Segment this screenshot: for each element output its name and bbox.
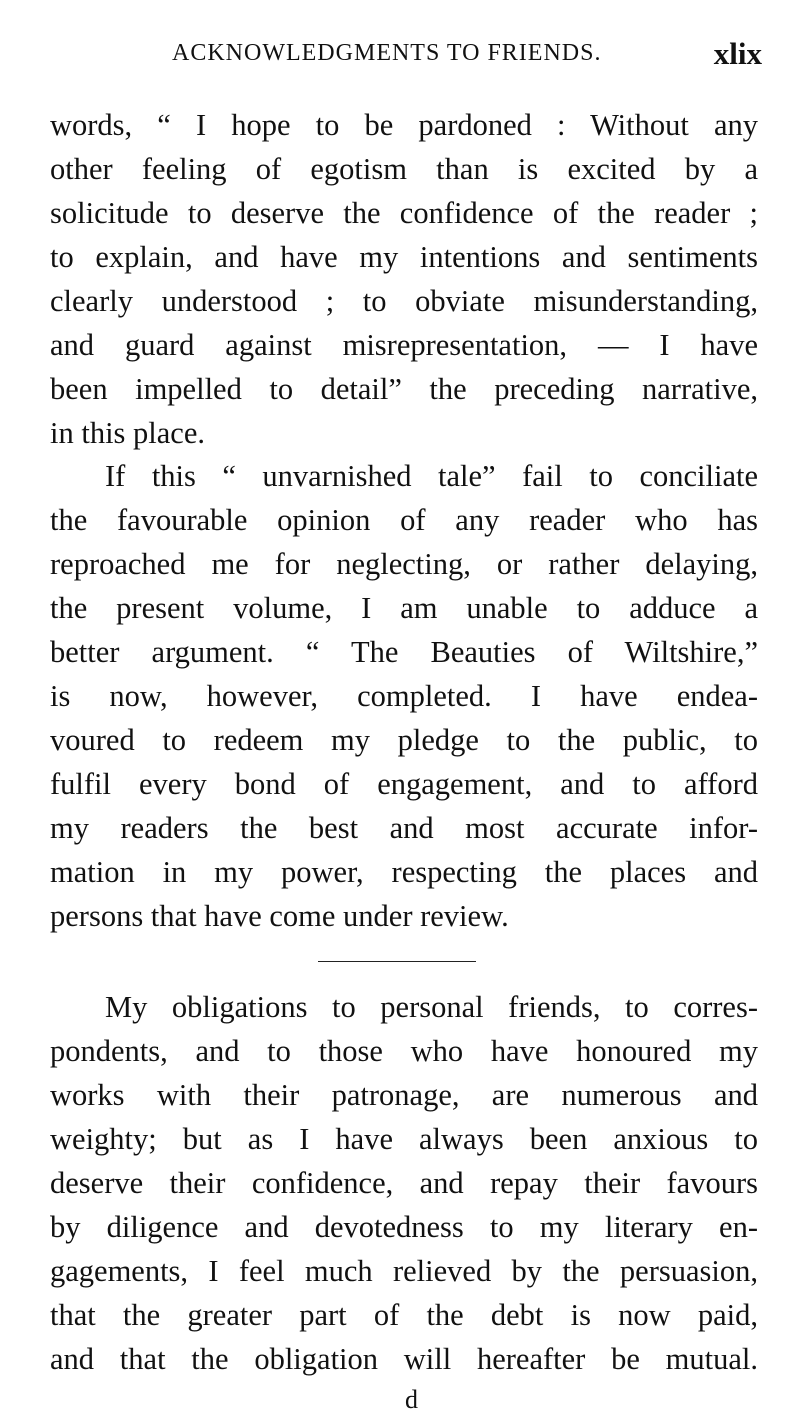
paragraph-line: gagements, I feel much relieved by the persuasion, — [50, 1254, 758, 1288]
paragraph-line: deserve their confidence, and repay their favours — [50, 1166, 758, 1200]
paragraph-line: clearly understood ; to obviate misunderstanding, — [50, 284, 758, 318]
paragraph-line: better argument. “ The Beauties of Wiltshire,” — [50, 635, 758, 669]
paragraph-1 — [50, 103, 758, 455]
paragraph-3 — [50, 985, 758, 1381]
paragraph-line: that the greater part of the debt is now paid, — [50, 1298, 758, 1332]
paragraph-line: solicitude to deserve the confidence of the reader ; — [50, 196, 758, 230]
paragraph-line: weighty; but as I have always been anxious to — [50, 1122, 758, 1156]
paragraph-line: fulfil every bond of engagement, and to afford — [50, 767, 758, 801]
paragraph-line: persons that have come under review. — [50, 899, 509, 933]
paragraph-line: to explain, and have my intentions and sentiments — [50, 240, 758, 274]
paragraph-line: works with their patronage, are numerous and — [50, 1078, 758, 1112]
running-head: ACKNOWLEDGMENTS TO FRIENDS. — [172, 40, 602, 66]
paragraph-line: is now, however, completed. I have endea- — [50, 679, 758, 713]
paragraph-line: words, “ I hope to be pardoned : Without any — [50, 108, 758, 142]
paragraph-2 — [50, 454, 758, 938]
paragraph-line: voured to redeem my pledge to the public, to — [50, 723, 758, 757]
paragraph-line: other feeling of egotism than is excited by a — [50, 152, 758, 186]
paragraph-line: pondents, and to those who have honoured my — [50, 1034, 758, 1068]
paragraph-line: the present volume, I am unable to adduce a — [50, 591, 758, 625]
page-header — [0, 36, 800, 76]
paragraph-line: mation in my power, respecting the places and — [50, 855, 758, 889]
paragraph-line: by diligence and devotedness to my literary en- — [50, 1210, 758, 1244]
paragraph-line: and guard against misrepresentation, — I have — [50, 328, 758, 362]
paragraph-line: My obligations to personal friends, to corres- — [105, 990, 758, 1024]
section-divider — [318, 961, 476, 962]
paragraph-line: If this “ unvarnished tale” fail to conciliate — [105, 459, 758, 493]
paragraph-line: my readers the best and most accurate infor- — [50, 811, 758, 845]
paragraph-line: and that the obligation will hereafter be mutual. — [50, 1342, 758, 1376]
paragraph-line: in this place. — [50, 416, 206, 450]
paragraph-line: been impelled to detail” the preceding narrative, — [50, 372, 758, 406]
signature-mark: d — [405, 1385, 418, 1414]
paragraph-line: the favourable opinion of any reader who has — [50, 503, 758, 537]
paragraph-line: reproached me for neglecting, or rather delaying, — [50, 547, 758, 581]
page-number: xlix — [713, 36, 762, 71]
